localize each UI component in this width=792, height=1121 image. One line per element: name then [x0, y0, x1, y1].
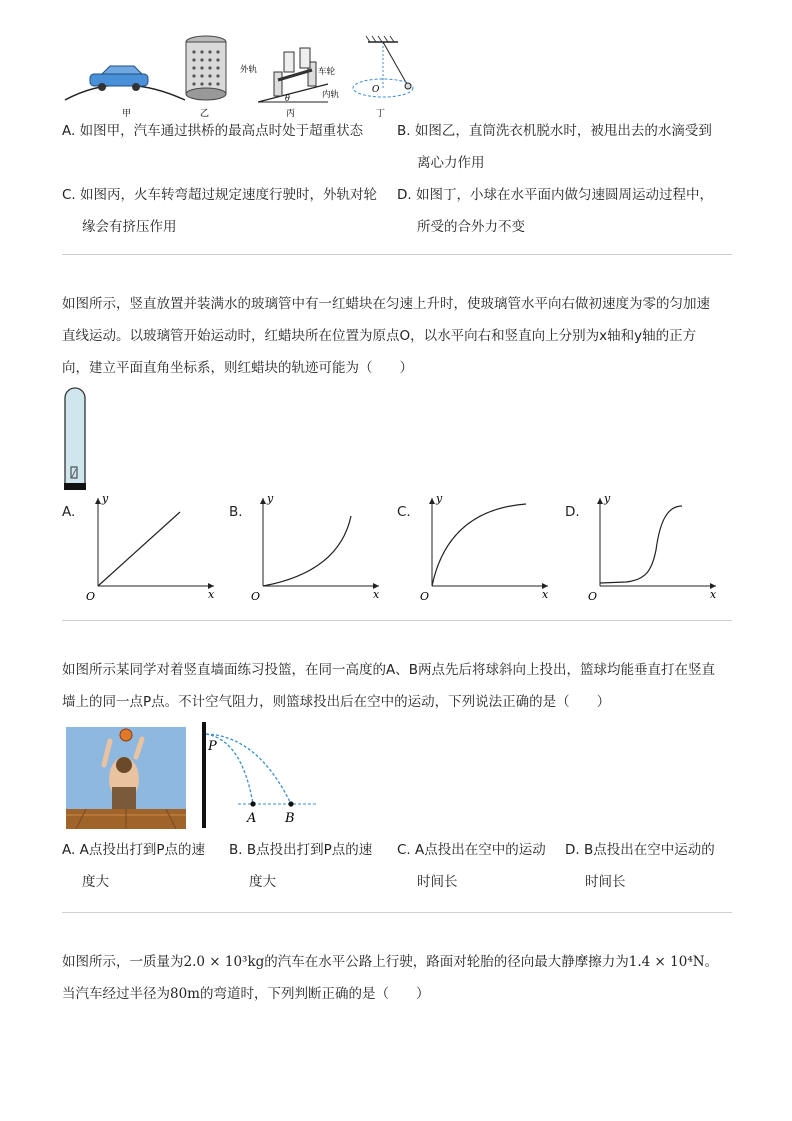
axis-x-label: x — [373, 588, 380, 601]
q2-option-d[interactable]: D. — [565, 504, 580, 520]
q3-stem-line2: 墙上的同一点P点。不计空气阻力，则篮球投出后在空中的运动，下列说法正确的是（ ） — [62, 694, 611, 710]
figure-label-yi: 乙 — [200, 109, 210, 119]
wall-trajectory-figure — [198, 720, 323, 832]
q3-option-d[interactable] — [565, 840, 715, 860]
q1-option-d-line2: 所受的合外力不变 — [417, 219, 525, 235]
option-letter: B. — [229, 842, 243, 858]
label-center-o: O — [372, 85, 380, 95]
label-p: P — [208, 739, 217, 754]
axis-x-label: x — [542, 588, 549, 601]
curve-s-shape — [600, 506, 682, 583]
axis-y-label: y — [604, 492, 611, 505]
option-letter: C. — [397, 842, 411, 858]
q4-mass-value: 2.0 × 10³kg — [183, 954, 265, 970]
trajectory-from-b — [206, 734, 291, 804]
option-text: 如图甲，汽车通过拱桥的最高点时处于超重状态 — [79, 123, 364, 139]
option-text: B点投出在空中运动的 — [583, 842, 715, 858]
option-text: 如图乙，直筒洗衣机脱水时，被甩出去的水滴受到 — [414, 123, 712, 139]
option-letter: D. — [565, 842, 580, 858]
q3-option-c[interactable] — [397, 840, 546, 860]
graph-a — [84, 490, 224, 605]
figure-label-ding: 丁 — [376, 109, 386, 119]
axis-y-label: y — [436, 492, 443, 505]
q1-option-b-line2: 离心力作用 — [417, 155, 485, 171]
q4-friction-value: 1.4 × 10⁴N — [628, 954, 705, 970]
option-letter: D. — [397, 187, 412, 203]
curve-concave-up — [263, 516, 351, 586]
q1-option-d[interactable] — [397, 185, 713, 205]
q2-stem-line2: 直线运动。以玻璃管开始运动时，红蜡块所在位置为原点O，以水平向右和竖直向上分别为x轴和y轴的正方 — [62, 328, 697, 344]
q4-text: 的汽车在水平公路上行驶，路面对轮胎的径向最大静摩擦力为 — [264, 954, 629, 970]
q4-radius-value: 80m — [170, 986, 200, 1002]
q2-option-a[interactable]: A. — [62, 504, 76, 520]
origin-label: O — [588, 590, 598, 603]
q1-figures — [60, 30, 420, 120]
q4-text: 如图所示，一质量为 — [62, 954, 184, 970]
label-b: B — [285, 811, 295, 826]
option-letter: B. — [397, 123, 411, 139]
q2-stem-line1: 如图所示，竖直放置并装满水的玻璃管中有一红蜡块在匀速上升时，使玻璃管水平向右做初速度为零的匀加速 — [62, 296, 710, 312]
q1-option-b[interactable] — [397, 121, 712, 141]
figure-ding-conical-pendulum — [353, 36, 413, 97]
q4-stem-line2 — [62, 984, 429, 1004]
label-theta: θ — [285, 94, 290, 103]
curve-concave-down — [432, 504, 526, 586]
q3-stem-line1: 如图所示某同学对着竖直墙面练习投篮，在同一高度的A、B两点先后将球斜向上投出，篮球均能垂直打在竖直 — [62, 662, 715, 678]
q1-option-c[interactable] — [62, 185, 377, 205]
label-outer-rail: 外轨 — [240, 65, 258, 75]
origin-label: O — [86, 590, 96, 603]
q4-text: 当汽车经过半径为 — [62, 986, 170, 1002]
q3-option-d-line2: 时间长 — [585, 874, 626, 890]
point-b — [288, 801, 293, 806]
option-text: 如图丁，小球在水平面内做匀速圆周运动过程中， — [415, 187, 713, 203]
q1-option-a[interactable] — [62, 121, 363, 141]
option-letter: A. — [62, 842, 76, 858]
q3-option-c-line2: 时间长 — [417, 874, 458, 890]
option-text: B点投出打到P点的速 — [246, 842, 373, 858]
label-a: A — [247, 811, 257, 826]
option-text: A点投出打到P点的速 — [79, 842, 205, 858]
q4-text: 。 — [704, 954, 719, 970]
figure-jia-car-bridge — [65, 66, 185, 100]
figure-label-jia: 甲 — [122, 109, 132, 119]
option-text: A点投出在空中的运动 — [415, 842, 546, 858]
q2-stem-line3: 向，建立平面直角坐标系，则红蜡块的轨迹可能为（ ） — [62, 360, 413, 376]
option-letter: A. — [62, 123, 76, 139]
label-wheel: 车轮 — [318, 67, 336, 77]
point-a — [250, 801, 255, 806]
graph-c — [418, 490, 558, 605]
figure-label-bing: 丙 — [286, 109, 296, 119]
q3-option-a-line2: 度大 — [82, 874, 109, 890]
origin-label: O — [420, 590, 430, 603]
q3-option-b[interactable] — [229, 840, 372, 860]
basketball-photo — [66, 727, 186, 829]
axis-y-label: y — [267, 492, 274, 505]
q2-option-b[interactable]: B. — [229, 504, 243, 520]
axis-y-label: y — [102, 492, 109, 505]
q3-option-a[interactable] — [62, 840, 205, 860]
axis-x-label: x — [208, 588, 215, 601]
option-text: 如图丙，火车转弯超过规定速度行驶时，外轨对轮 — [80, 187, 378, 203]
divider — [62, 912, 732, 913]
q3-option-b-line2: 度大 — [249, 874, 276, 890]
q1-option-c-line2: 缘会有挤压作用 — [82, 219, 177, 235]
glass-tube-figure — [60, 384, 90, 494]
graph-d — [586, 490, 726, 605]
axis-x-label: x — [710, 588, 717, 601]
divider — [62, 620, 732, 621]
label-inner-rail: 内轨 — [322, 90, 340, 100]
graph-b — [249, 490, 389, 605]
q2-option-c[interactable]: C. — [397, 504, 411, 520]
q4-stem-line1 — [62, 952, 718, 972]
figure-yi-washing-drum — [186, 36, 226, 100]
origin-label: O — [251, 590, 261, 603]
divider — [62, 254, 732, 255]
q4-text: 的弯道时，下列判断正确的是（ ） — [199, 986, 430, 1002]
option-letter: C. — [62, 187, 76, 203]
curve-straight-line — [98, 512, 180, 586]
